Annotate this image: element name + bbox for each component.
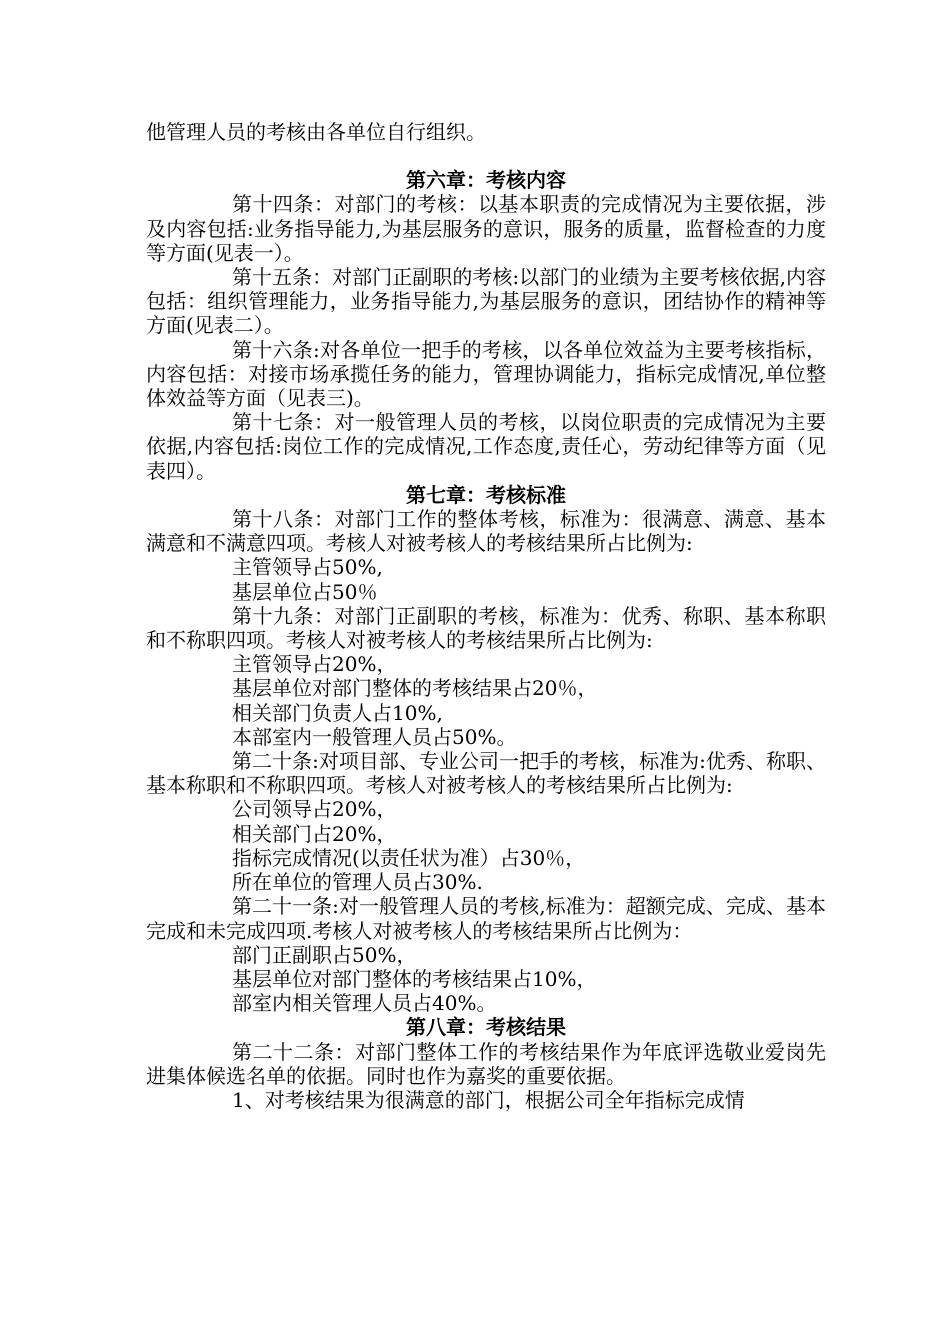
article-20-item: 指标完成情况(以责任状为准）占30％， [232,845,586,870]
article-20: 第二十条:对项目部、专业公司一把手的考核，标准为:优秀、称职、基本称职和不称职四项。考核人对被考核人的考核结果所占比例为: [146,749,826,798]
article-18: 第十八条：对部门工作的整体考核，标准为：很满意、满意、基本满意和不满意四项。考核人对被考核人的考核结果所占比例为: [146,507,826,556]
intro-paragraph: 他管理人员的考核由各单位自行组织。 [146,120,486,144]
article-19-item: 基层单位对部门整体的考核结果占20％， [232,676,598,701]
document-page [146,120,826,1112]
chapter-8-title: 第八章：考核结果 [406,1015,566,1040]
article-21-item: 基层单位对部门整体的考核结果占10%， [232,966,597,991]
article-20-item: 相关部门占20%， [232,821,397,846]
article-15: 第十五条：对部门正副职的考核:以部门的业绩为主要考核依据,内容包括：组织管理能力，业务指导能力,为基层服务的意识，团结协作的精神等方面(见表二）。 [146,265,826,338]
article-20-item: 所在单位的管理人员占30%. [232,870,483,895]
article-18-item: 主管领导占50%, [232,555,383,580]
article-19: 第十九条：对部门正副职的考核，标准为：优秀、称职、基本称职和不称职四项。考核人对被考核人的考核结果所占比例为: [146,603,826,653]
article-19-item: 相关部门负责人占10%, [232,700,443,725]
article-21: 第二十一条:对一般管理人员的考核,标准为：超额完成、完成、基本完成和未完成四项.考核人对被考核人的考核结果所占比例为： [146,894,826,943]
article-20-item: 公司领导占20%， [232,797,397,822]
article-21-item: 部门正副职占50%， [232,942,417,967]
result-item-1: 1、对考核结果为很满意的部门，根据公司全年指标完成情 [232,1087,745,1112]
article-22: 第二十二条：对部门整体工作的考核结果作为年底评选敬业爱岗先进集体候选名单的依据。同时也作为嘉奖的重要依据。 [146,1039,826,1088]
article-21-item: 部室内相关管理人员占40%。 [232,991,497,1016]
chapter-7-title: 第七章：考核标准 [406,482,566,507]
article-14: 第十四条：对部门的考核：以基本职责的完成情况为主要依据，涉及内容包括:业务指导能力,为基层服务的意识，服务的质量，监督检查的力度等方面(见表一）。 [146,192,826,265]
blank-line [146,144,826,168]
article-19-item: 主管领导占20%， [232,652,397,677]
article-17: 第十七条：对一般管理人员的考核，以岗位职责的完成情况为主要依据,内容包括:岗位工作的完成情况,工作态度,责任心，劳动纪律等方面（见表四）。 [146,410,826,483]
article-18-item: 基层单位占50％ [232,579,378,604]
article-16: 第十六条:对各单位一把手的考核，以各单位效益为主要考核指标，内容包括：对接市场承揽任务的能力，管理协调能力，指标完成情况,单位整体效益等方面（见表三)。 [146,337,826,411]
chapter-6-title: 第六章：考核内容 [406,168,566,193]
article-19-item: 本部室内一般管理人员占50%。 [232,724,517,749]
